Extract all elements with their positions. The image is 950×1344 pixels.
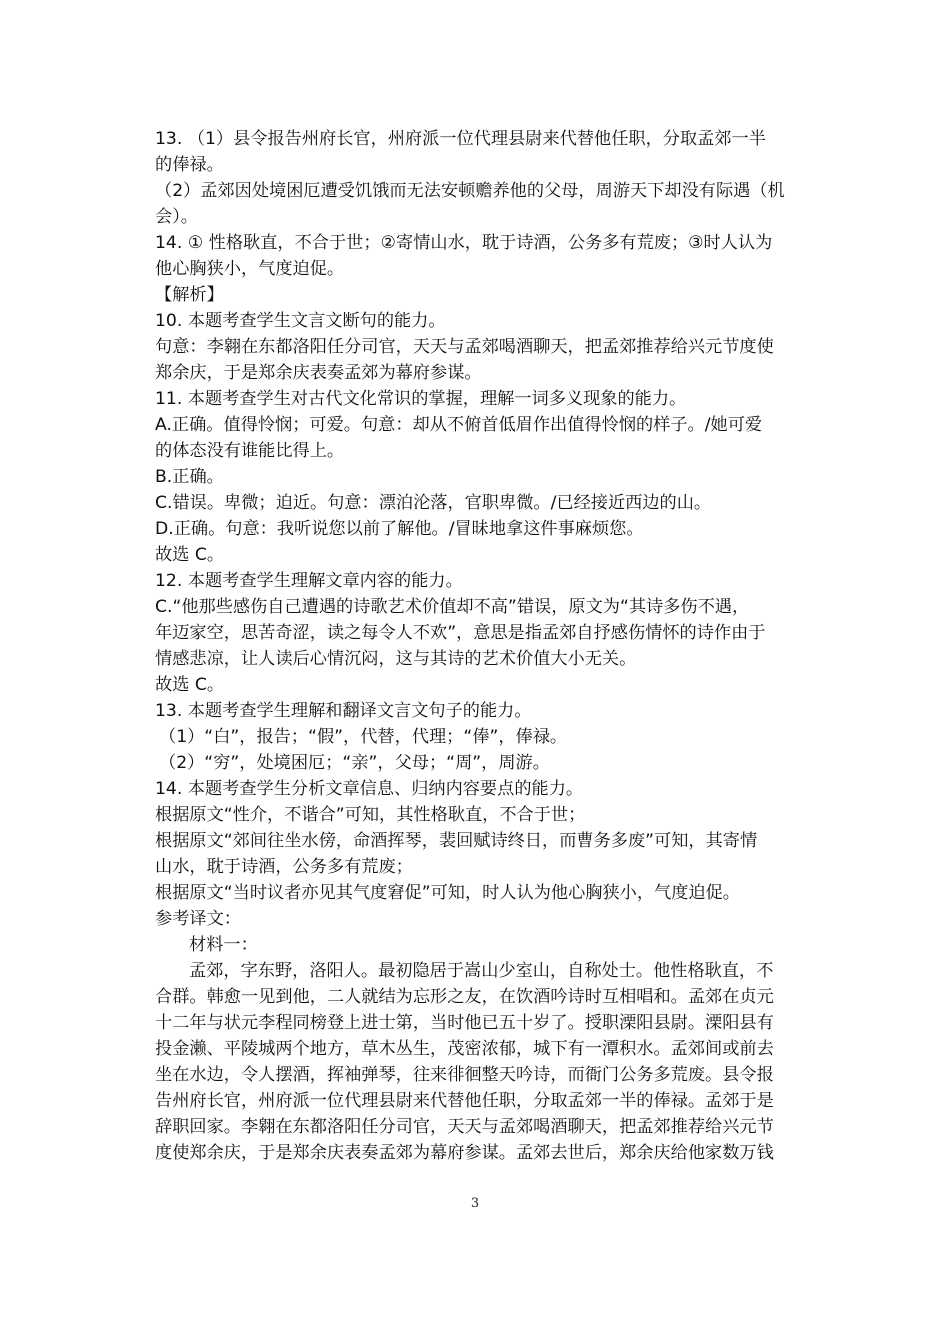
translation-line-1: 孟郊，字东野，洛阳人。最初隐居于嵩山少室山，自称处士。他性格耿直，不 (189, 961, 774, 981)
text-line-12: A.正确。值得怜悯；可爱。句意：却从不俯首低眉作出值得怜悯的样子。/她可爱 (155, 415, 763, 435)
text-line-6: 他心胸狭小，气度迫促。 (155, 259, 345, 279)
section-heading-analysis: 【解析】 (155, 285, 224, 305)
text-line-20: 年迈家空，思苦奇涩，读之每令人不欢”，意思是指孟郊自抒感伤情怀的诗作由于 (155, 623, 766, 643)
text-line-5: 14. ① 性格耿直，不合于世；②寄情山水，耽于诗酒，公务多有荒废；③时人认为 (155, 233, 773, 253)
text-line-24: （1）“白”，报告；“假”，代替，代理；“俸”，俸禄。 (159, 727, 568, 747)
translation-line-5: 坐在水边，令人摆酒，挥袖弹琴，往来徘徊整天吟诗，而衙门公务多荒废。县令报 (155, 1065, 774, 1085)
text-line-17: 故选 C。 (155, 545, 225, 565)
text-line-14: B.正确。 (155, 467, 224, 487)
text-line-21: 情感悲凉，让人读后心情沉闷，这与其诗的艺术价值大小无关。 (155, 649, 637, 669)
text-line-25: （2）“穷”，处境困厄；“亲”，父母；“周”，周游。 (159, 753, 550, 773)
text-line-22: 故选 C。 (155, 675, 225, 695)
text-line-27: 根据原文“性介，不谐合”可知，其性格耿直，不合于世； (155, 805, 586, 825)
text-line-30: 根据原文“当时议者亦见其气度窘促”可知，时人认为他心胸狭小，气度迫促。 (155, 883, 740, 903)
text-line-23: 13. 本题考查学生理解和翻译文言文句子的能力。 (155, 701, 532, 721)
text-line-28: 根据原文“郊间往坐水傍，命酒挥琴，裴回赋诗终日，而曹务多废”可知，其寄情 (155, 831, 758, 851)
text-line-18: 12. 本题考查学生理解文章内容的能力。 (155, 571, 463, 591)
text-line-26: 14. 本题考查学生分析文章信息、归纳内容要点的能力。 (155, 779, 584, 799)
text-line-13: 的体态没有谁能比得上。 (155, 441, 345, 461)
translation-line-8: 度使郑余庆，于是郑余庆表奏孟郊为幕府参谋。孟郊去世后，郑余庆给他家数万钱 (155, 1143, 774, 1163)
text-line-10: 郑余庆，于是郑余庆表奏孟郊为幕府参谋。 (155, 363, 482, 383)
translation-heading: 参考译文： (155, 909, 241, 929)
text-line-11: 11. 本题考查学生对古代文化常识的掌握，理解一词多义现象的能力。 (155, 389, 687, 409)
text-line-2: 的俸禄。 (155, 155, 224, 175)
translation-line-7: 辞职回家。李翱在东都洛阳任分司官，天天与孟郊喝酒聊天，把孟郊推荐给兴元节 (155, 1117, 774, 1137)
translation-line-4: 投金濑、平陵城两个地方，草木丛生，茂密浓郁，城下有一潭积水。孟郊间或前去 (155, 1039, 774, 1059)
translation-line-6: 告州府长官，州府派一位代理县尉来代替他任职，分取孟郊一半的俸禄。孟郊于是 (155, 1091, 774, 1111)
text-line-4: 会）。 (155, 207, 198, 227)
page-number: 3 (470, 1196, 480, 1211)
text-line-29: 山水，耽于诗酒，公务多有荒废； (155, 857, 413, 877)
translation-line-2: 合群。韩愈一见到他，二人就结为忘形之友，在饮酒吟诗时互相唱和。孟郊在贞元 (155, 987, 774, 1007)
text-line-16: D.正确。句意：我听说您以前了解他。/冒昧地拿这件事麻烦您。 (155, 519, 644, 539)
material-one-heading: 材料一： (189, 935, 258, 955)
document-body (155, 126, 800, 1166)
text-line-19: C.“他那些感伤自己遭遇的诗歌艺术价值却不高”错误，原文为“其诗多伤不遇， (155, 597, 750, 617)
text-line-9: 句意：李翱在东都洛阳任分司官，天天与孟郊喝酒聊天，把孟郊推荐给兴元节度使 (155, 337, 774, 357)
text-line-3: （2）孟郊因处境困厄遭受饥饿而无法安顿赡养他的父母，周游天下却没有际遇（机 (155, 181, 785, 201)
text-line-1: 13. （1）县令报告州府长官，州府派一位代理县尉来代替他任职，分取孟郊一半 (155, 129, 766, 149)
text-line-8: 10. 本题考查学生文言文断句的能力。 (155, 311, 446, 331)
text-line-15: C.错误。卑微；迫近。句意：漂泊沦落，官职卑微。/已经接近西边的山。 (155, 493, 712, 513)
translation-line-3: 十二年与状元李程同榜登上进士第，当时他已五十岁了。授职溧阳县尉。溧阳县有 (155, 1013, 774, 1033)
